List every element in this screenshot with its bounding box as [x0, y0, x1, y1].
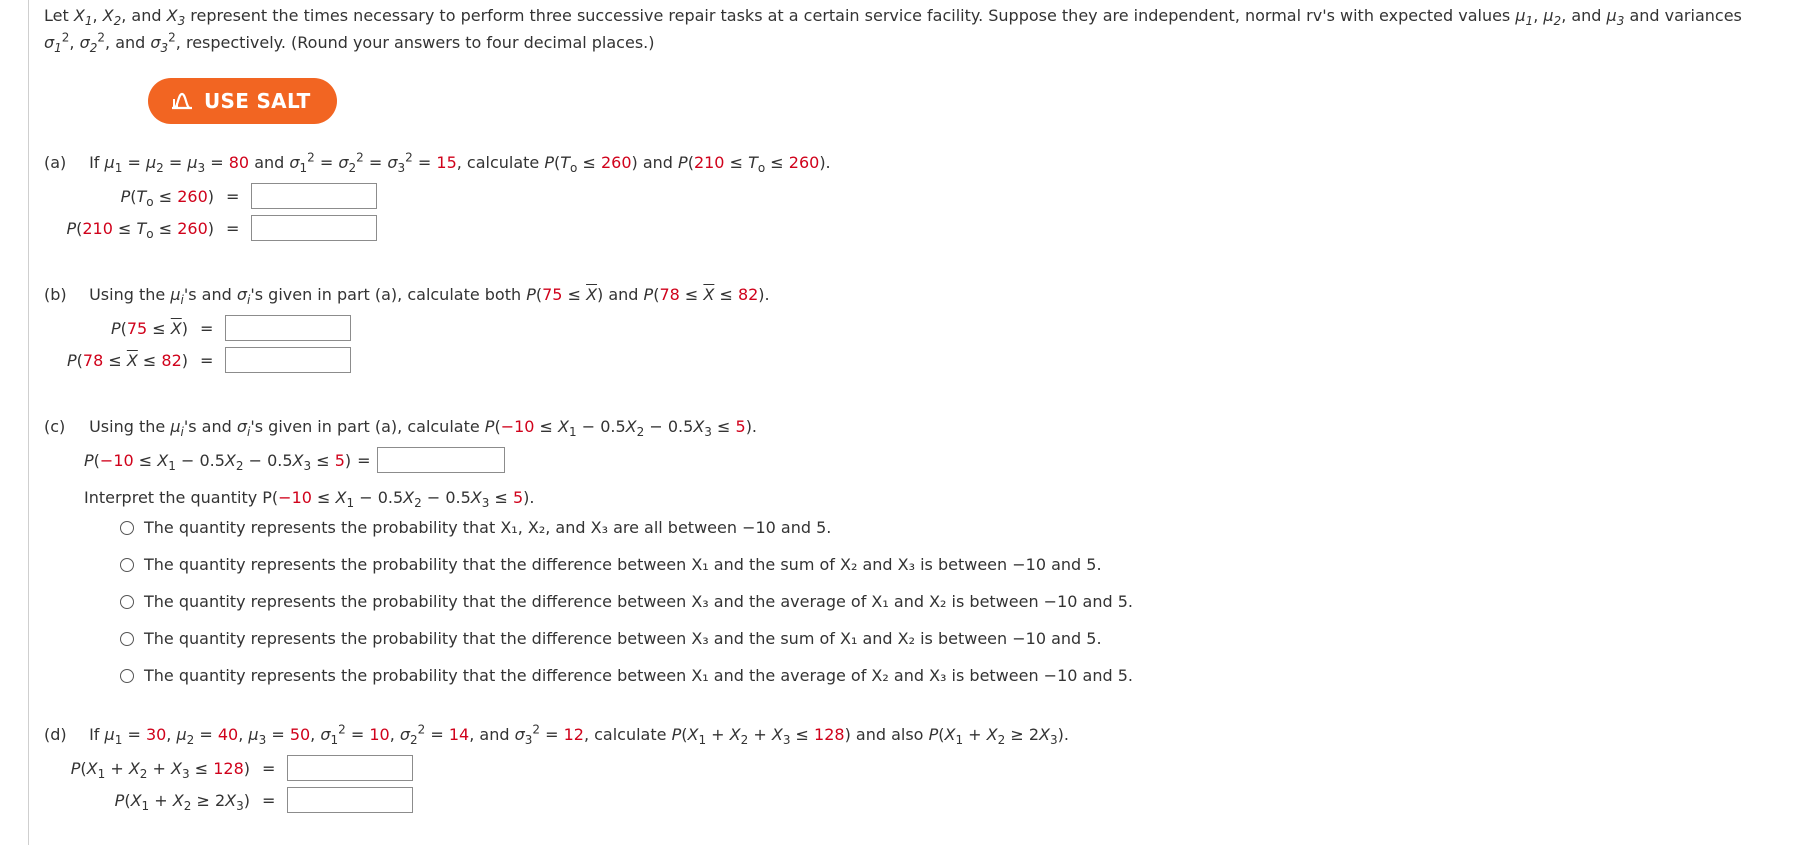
- answer-b2-input[interactable]: [225, 347, 351, 373]
- answer-a1-input[interactable]: [251, 183, 377, 209]
- answer-d1-input[interactable]: [287, 755, 413, 781]
- part-b-answer-row-1: $P(75 \le \overline{X})$ =: [44, 312, 1784, 344]
- part-b-question: (b) Using the $\mu_i's$ and $\sigma_i's$ given in part (a), calculate both $P(75 \le \overline{X})$ and $P(78 \le \overline{X} \le 82)$.: [44, 285, 770, 308]
- option-2[interactable]: [120, 546, 1784, 583]
- part-a-answer-row-2: $P(210 \le T_o \le 260)$ =: [44, 212, 1784, 244]
- part-c-interpret-prompt: Interpret the quantity $P(-10 \le X_1 - 0.5X_2 - 0.5X_3 \le 5)$.: [84, 488, 535, 511]
- option-4-label: The quantity represents the probability that the difference between X₃ and the sum of X₁ and X₂ is between −10 and 5.: [144, 629, 1102, 648]
- answer-c-input[interactable]: [377, 447, 505, 473]
- part-d-answer-row-1: $P(X_1 + X_2 + X_3 \le 128)$ =: [44, 752, 1784, 784]
- radio-option-5[interactable]: [120, 669, 134, 683]
- part-d-answer-row-2: $P(X_1 + X_2 \ge 2X_3)$ =: [44, 784, 1784, 816]
- part-a: [44, 152, 1784, 244]
- part-c-answer-row: $P(-10 \le X_1 - 0.5X_2 - 0.5X_3 \le 5)$ =: [84, 444, 1784, 476]
- option-5-label: The quantity represents the probability that the difference between X₁ and the average of X₂ and X₃ is between −10 and 5.: [144, 666, 1133, 685]
- problem-statement: Let $X_1$, $X_2$, and $X_3$ represent the times necessary to perform three successive repair tasks at a certain service facility. Suppose they are independent, normal rv's with expected values $\mu_1$, $\mu_2$, and $\mu_3$ and variances $\sigma_1^2$, $\sigma_2^2$, and $\sigma_3^2$, respectively. (Round your answers to four decimal places.): [44, 6, 1742, 56]
- part-d: [44, 724, 1784, 816]
- part-b: [44, 284, 1784, 376]
- radio-option-2[interactable]: [120, 558, 134, 572]
- option-3-label: The quantity represents the probability that the difference between X₃ and the average of X₁ and X₂ is between −10 and 5.: [144, 592, 1133, 611]
- answer-b1-input[interactable]: [225, 315, 351, 341]
- part-d-question: (d) If $\mu_1 = 30$, $\mu_2 = 40$, $\mu_3 = 50$, $\sigma_1^2 = 10$, $\sigma_2^2 = 14$, and $\sigma_3^2 = 12$, calculate $P(X_1 + X_2 + X_3 \le 128)$ and also $P(X_1 + X_2 \ge 2X_3)$.: [44, 722, 1069, 748]
- option-5[interactable]: [120, 657, 1784, 694]
- use-salt-button[interactable]: [148, 78, 337, 124]
- part-c: [44, 416, 1784, 694]
- part-c-question: (c) Using the $\mu_i's$ and $\sigma_i's$ given in part (a), calculate $P(-10 \le X_1 - 0.5X_2 - 0.5X_3 \le 5)$.: [44, 417, 758, 440]
- part-c-options: [44, 509, 1784, 694]
- part-b-answer-row-2: $P(78 \le \overline{X} \le 82)$ =: [44, 344, 1784, 376]
- option-1-label: The quantity represents the probability that X₁, X₂, and X₃ are all between −10 and 5.: [144, 518, 832, 537]
- option-3[interactable]: [120, 583, 1784, 620]
- radio-option-4[interactable]: [120, 632, 134, 646]
- question-content: [44, 0, 1784, 816]
- answer-a2-input[interactable]: [251, 215, 377, 241]
- part-a-answer-row-1: $P(T_o \le 260)$ =: [44, 180, 1784, 212]
- option-4[interactable]: [120, 620, 1784, 657]
- salt-logo-icon: [170, 91, 194, 111]
- radio-option-3[interactable]: [120, 595, 134, 609]
- left-border: [28, 0, 29, 845]
- use-salt-label: USE SALT: [204, 89, 311, 113]
- radio-option-1[interactable]: [120, 521, 134, 535]
- answer-d2-input[interactable]: [287, 787, 413, 813]
- option-1[interactable]: [120, 509, 1784, 546]
- part-a-question: (a) If $\mu_1 = \mu_2 = \mu_3 = 80$ and $\sigma_1^2 = \sigma_2^2 = \sigma_3^2 = 15$, calculate $P(T_o \le 260)$ and $P(210 \le T_o \le 260)$.: [44, 150, 831, 176]
- option-2-label: The quantity represents the probability that the difference between X₁ and the sum of X₂ and X₃ is between −10 and 5.: [144, 555, 1102, 574]
